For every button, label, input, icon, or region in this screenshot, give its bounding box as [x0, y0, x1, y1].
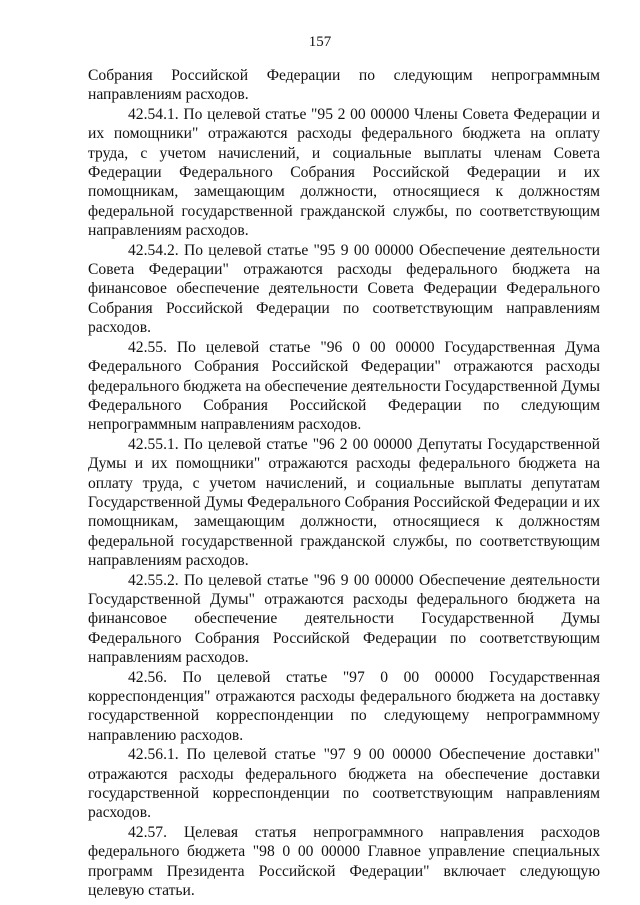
paragraph-42-54-1: 42.54.1. По целевой статье "95 2 00 00000 Члены Совета Федерации и их помощники" отражаются расходы федерального бюджета на оплату труда, с учетом начислений, и социальные выплаты членам Совета Федерации Федерального Собрания Российской Федерации и их помощникам, замещающим должности, относящиеся к должностям федеральной государственной гражданской службы, по соответствующим направлениям расходов.: [88, 105, 600, 240]
paragraph-continuation: Собрания Российской Федерации по следующим непрограммным направлениям расходов.: [88, 67, 600, 104]
paragraph-42-56-1: 42.56.1. По целевой статье "97 9 00 00000 Обеспечение доставки" отражаются расходы федерального бюджета на обеспечение доставки государственной корреспонденции по соответствующим направлениям расходов.: [88, 746, 600, 822]
page-number: 157: [308, 34, 332, 50]
paragraph-42-54-2: 42.54.2. По целевой статье "95 9 00 00000 Обеспечение деятельности Совета Федерации" отражаются расходы федерального бюджета на финансовое обеспечение деятельности Совета Федерации Федерального Собрания Российской Федерации по соответствующим направлениям расходов.: [88, 241, 600, 337]
paragraph-42-55-1: 42.55.1. По целевой статье "96 2 00 00000 Депутаты Государственной Думы и их помощники" отражаются расходы федерального бюджета на оплату труда, с учетом начислений, и социальные выплаты депутатам Государственной Думы Федерального Собрания Российской Федерации и их помощникам, замещающим должности, относящиеся к должностям федеральной государственной гражданской службы, по соответствующим направлениям расходов.: [88, 435, 600, 570]
paragraph-42-56: 42.56. По целевой статье "97 0 00 00000 Государственная корреспонденция" отражаются расходы федерального бюджета на доставку государственной корреспонденции по следующему непрограммному направлению расходов.: [88, 668, 600, 744]
paragraph-42-57: 42.57. Целевая статья непрограммного направления расходов федерального бюджета "98 0 00 00000 Главное управление специальных программ Президента Российской Федерации" включает следующую целевую статьи.: [88, 823, 600, 900]
paragraph-42-55-2: 42.55.2. По целевой статье "96 9 00 00000 Обеспечение деятельности Государственной Думы" отражаются расходы федерального бюджета на финансовое обеспечение деятельности Государственной Думы Федерального Собрания Российской Федерации по соответствующим направлениям расходов.: [88, 571, 600, 667]
paragraph-42-55: 42.55. По целевой статье "96 0 00 00000 Государственная Дума Федерального Собрания Российской Федерации" отражаются расходы федерального бюджета на обеспечение деятельности Государственной Думы Федерального Собрания Российской Федерации по следующим непрограммным направлениям расходов.: [88, 338, 600, 434]
document-body: [88, 66, 600, 900]
